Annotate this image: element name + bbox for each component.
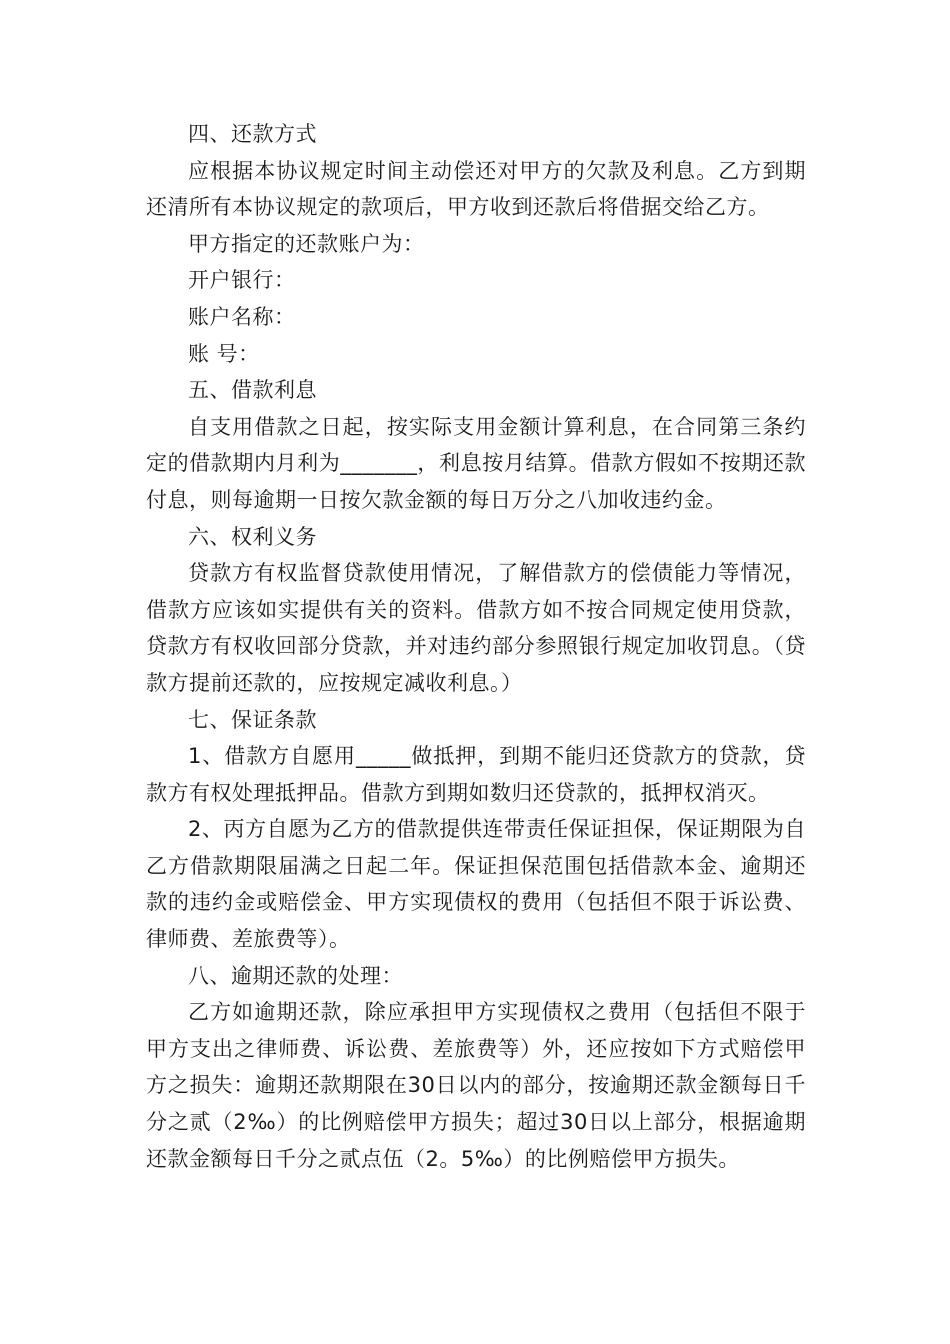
section-8-title: 八、逾期还款的处理： — [188, 963, 403, 988]
section-5-paragraph-interest: 自支用借款之日起，按实际支用金额计算利息，在合同第三条约定的借款期内月利为_______，利息按月结算。借款方假如不按期还款付息，则每逾期一日按欠款金额的每日万分之八加收违约金。 — [146, 414, 806, 512]
section-4-account-number-field: 账 号： — [188, 341, 260, 366]
section-6-title: 六、权利义务 — [188, 524, 317, 549]
document-page — [146, 116, 806, 1177]
section-7-clause-2: 2、丙方自愿为乙方的借款提供连带责任保证担保，保证期限为自乙方借款期限届满之日起二年。保证担保范围包括借款本金、逾期还款的违约金或赔偿金、甲方实现债权的费用（包括但不限于诉讼费、律师费、差旅费等）。 — [146, 817, 806, 952]
section-4-bank-field: 开户银行： — [188, 268, 296, 293]
section-4-paragraph-repayment: 应根据本协议规定时间主动偿还对甲方的欠款及利息。乙方到期还清所有本协议规定的款项后，甲方收到还款后将借据交给乙方。 — [146, 158, 806, 220]
section-4-title: 四、还款方式 — [188, 122, 317, 146]
section-6-paragraph-rights: 贷款方有权监督贷款使用情况，了解借款方的偿债能力等情况，借款方应该如实提供有关的资料。借款方如不按合同规定使用贷款，贷款方有权收回部分贷款，并对违约部分参照银行规定加收罚息。（贷款方提前还款的，应按规定减收利息。） — [146, 561, 806, 695]
section-7-clause-1: 1、借款方自愿用_____做抵押，到期不能归还贷款方的贷款，贷款方有权处理抵押品。借款方到期如数归还贷款的，抵押权消灭。 — [146, 744, 806, 805]
section-4-account-intro: 甲方指定的还款账户为： — [188, 231, 425, 256]
section-4-account-name-field: 账户名称： — [188, 304, 296, 329]
section-8-paragraph-overdue: 乙方如逾期还款，除应承担甲方实现债权之费用（包括但不限于甲方支出之律师费、诉讼费、差旅费等）外，还应按如下方式赔偿甲方之损失：逾期还款期限在30日以内的部分，按逾期还款金额每日千分之贰（2‰）的比例赔偿甲方损失；超过30日以上部分，根据逾期还款金额每日千分之贰点伍（2。5‰）的比例赔偿甲方损失。 — [146, 1000, 806, 1171]
section-7-title: 七、保证条款 — [188, 707, 317, 732]
section-5-title: 五、借款利息 — [188, 378, 317, 403]
